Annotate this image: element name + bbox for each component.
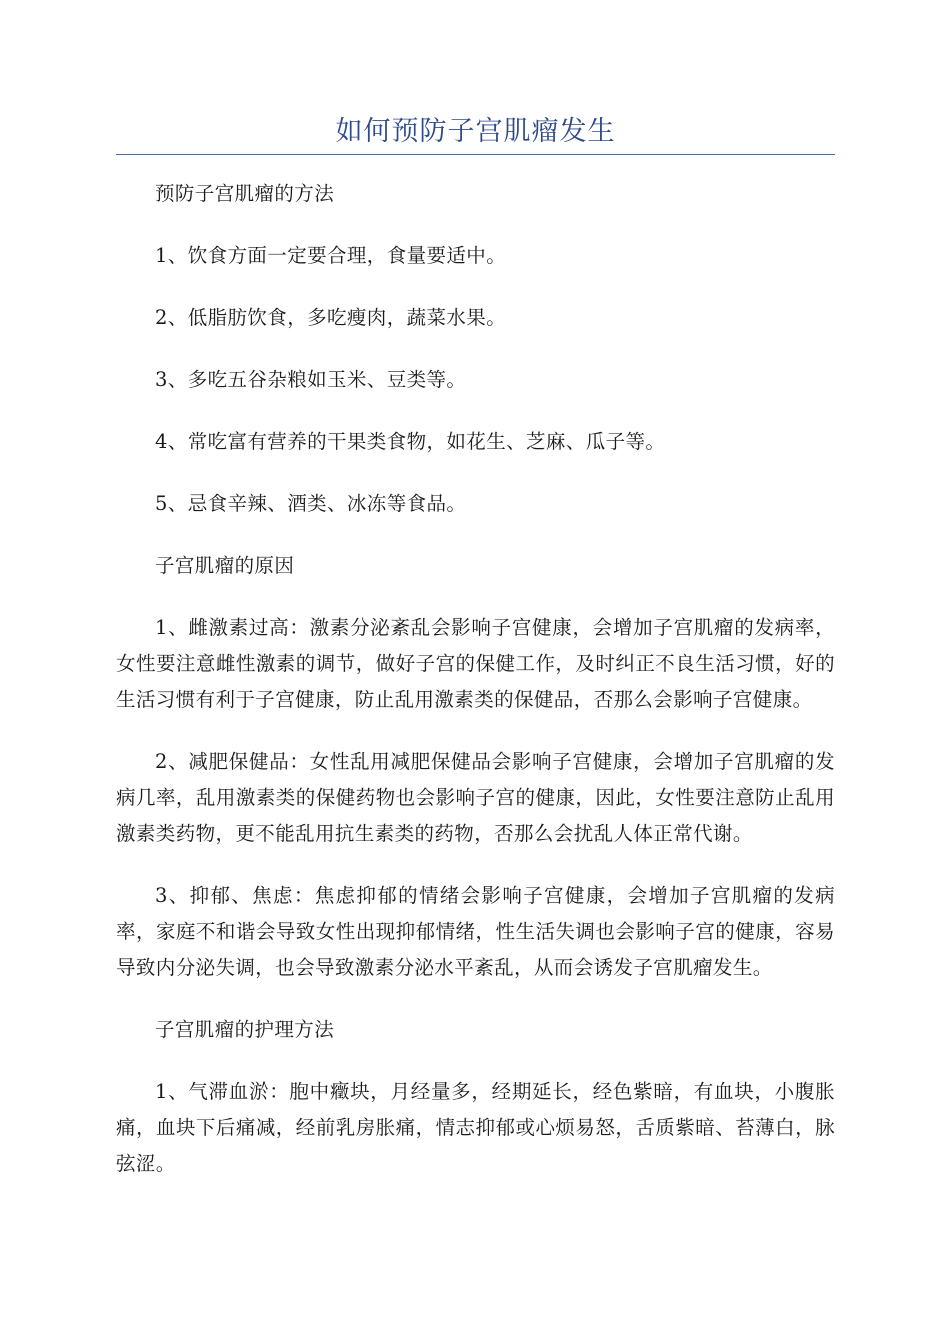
list-item: 3、抑郁、焦虑：焦虑抑郁的情绪会影响子宫健康，会增加子宫肌瘤的发病率，家庭不和谐会导致女性出现抑郁情绪，性生活失调也会影响子宫的健康，容易导致内分泌失调，也会导致激素分泌水平紊乱，从而会诱发子宫肌瘤发生。 xyxy=(116,884,835,979)
list-item: 2、低脂肪饮食，多吃瘦肉，蔬菜水果。 xyxy=(155,306,507,329)
section-heading-care: 子宫肌瘤的护理方法 xyxy=(155,1018,335,1041)
list-item: 1、饮食方面一定要合理，食量要适中。 xyxy=(155,244,507,267)
list-item: 1、雌激素过高：激素分泌紊乱会影响子宫健康，会增加子宫肌瘤的发病率，女性要注意雌性激素的调节，做好子宫的保健工作，及时纠正不良生活习惯，好的生活习惯有利于子宫健康，防止乱用激素类的保健品，否那么会影响子宫健康。 xyxy=(116,616,835,711)
document-title: 如何预防子宫肌瘤发生 xyxy=(335,116,616,147)
list-item: 5、忌食辛辣、酒类、冰冻等食品。 xyxy=(155,492,467,515)
section-heading-prevention: 预防子宫肌瘤的方法 xyxy=(155,182,335,205)
list-item: 1、气滞血淤：胞中癥块，月经量多，经期延长，经色紫暗，有血块，小腹胀痛，血块下后痛减，经前乳房胀痛，情志抑郁或心烦易怒，舌质紫暗、苔薄白，脉弦涩。 xyxy=(116,1080,835,1175)
document-body xyxy=(116,176,835,1208)
list-item: 2、减肥保健品：女性乱用减肥保健品会影响子宫健康，会增加子宫肌瘤的发病几率，乱用激素类的保健药物也会影响子宫的健康，因此，女性要注意防止乱用激素类药物，更不能乱用抗生素类的药物，否那么会扰乱人体正常代谢。 xyxy=(116,750,835,845)
title-underline xyxy=(116,154,835,155)
list-item: 3、多吃五谷杂粮如玉米、豆类等。 xyxy=(155,368,467,391)
list-item: 4、常吃富有营养的干果类食物，如花生、芝麻、瓜子等。 xyxy=(155,430,666,453)
section-heading-causes: 子宫肌瘤的原因 xyxy=(155,554,295,577)
